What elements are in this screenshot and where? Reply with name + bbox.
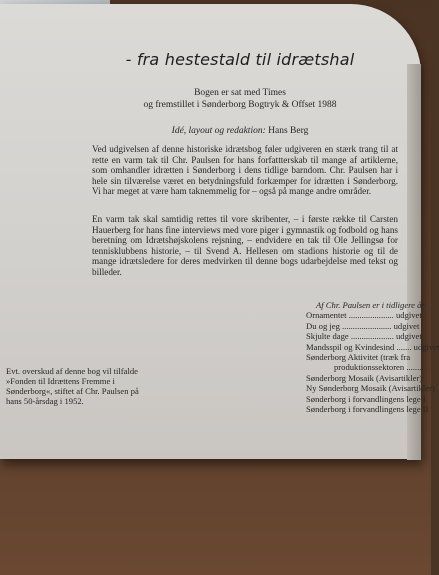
- acknowledgement-paragraph-1: Ved udgivelsen af denne historiske idrætsbog føler udgiveren en stærk trang til at rette en varm tak til Chr. Paulsen for hans forfattterskab til mange af artiklerne, som omhandler idrætten i Sønderborg i dens tidlige barndom. Chr. Paulsen har i hele sin tilværelse været en betydningsfuld forkæmper for idrætten i Sønderborg. Vi har meget at være ham taknemmelig for – også på mange andre områder.: [92, 144, 398, 197]
- author-works-list: [306, 300, 439, 415]
- credits-editor-name: Hans Berg: [268, 126, 309, 136]
- author-work-item: Ny Sønderborg Mosaik (Avisartikler): [306, 383, 435, 394]
- author-work-item: Ornamentet ..................... udgivet: [306, 310, 422, 321]
- proceeds-note: Evt. overskud af denne bog vil tilfalde »Fonden til Idrættens Fremme i Sønderborg«, stiftet af Chr. Paulsen på hans 50-årsdag i 1952.: [6, 366, 139, 406]
- author-work-item: Skjulte dage .................... udgivet: [306, 331, 422, 342]
- author-works-heading: Af Chr. Paulsen er i tidligere år: [316, 300, 425, 310]
- author-work-item: Sønderborg Aktivitet (træk fra: [306, 352, 411, 363]
- page-title: - fra hestestald til idrætshal: [125, 50, 355, 69]
- author-work-item: Sønderborg Mosaik (Avisartikler): [306, 372, 423, 383]
- credits-typeface: Bogen er sat med Times: [194, 88, 286, 98]
- credits-editor-label: Idé, layout og redaktion:: [171, 126, 266, 136]
- author-work-item: Du og jeg ....................... udgivet: [306, 320, 420, 331]
- author-work-item: Mandsspil og Kvindesind ....... udgivet: [306, 341, 439, 352]
- author-work-item: produktionssektoren ........: [334, 362, 424, 373]
- credits-editor: [140, 125, 340, 137]
- credits-printer: og fremstillet i Sønderborg Bogtryk & Offset 1988: [143, 100, 337, 110]
- acknowledgement-paragraph-2: En varm tak skal samtidig rettes til vore skribenter, – i første række til Carsten Hauerberg for hans fine interviews med vore piger i gymnastik og fodbold og hans beretning om Idrætshøjskolens rejsning, – endvidere en tak til Ole Jellingsø for tennisklubbens historie, – til Svend A. Hellesen om stadions historie og til de mange idrætsledere for deres medvirken til denne bogs udarbejdelse med tekst og billeder.: [92, 214, 398, 277]
- author-work-item: Sønderborg i forvandlingens lege I: [306, 393, 426, 404]
- author-work-item: Sønderborg i forvandlingens lege II: [306, 404, 429, 415]
- book-page: [0, 4, 439, 459]
